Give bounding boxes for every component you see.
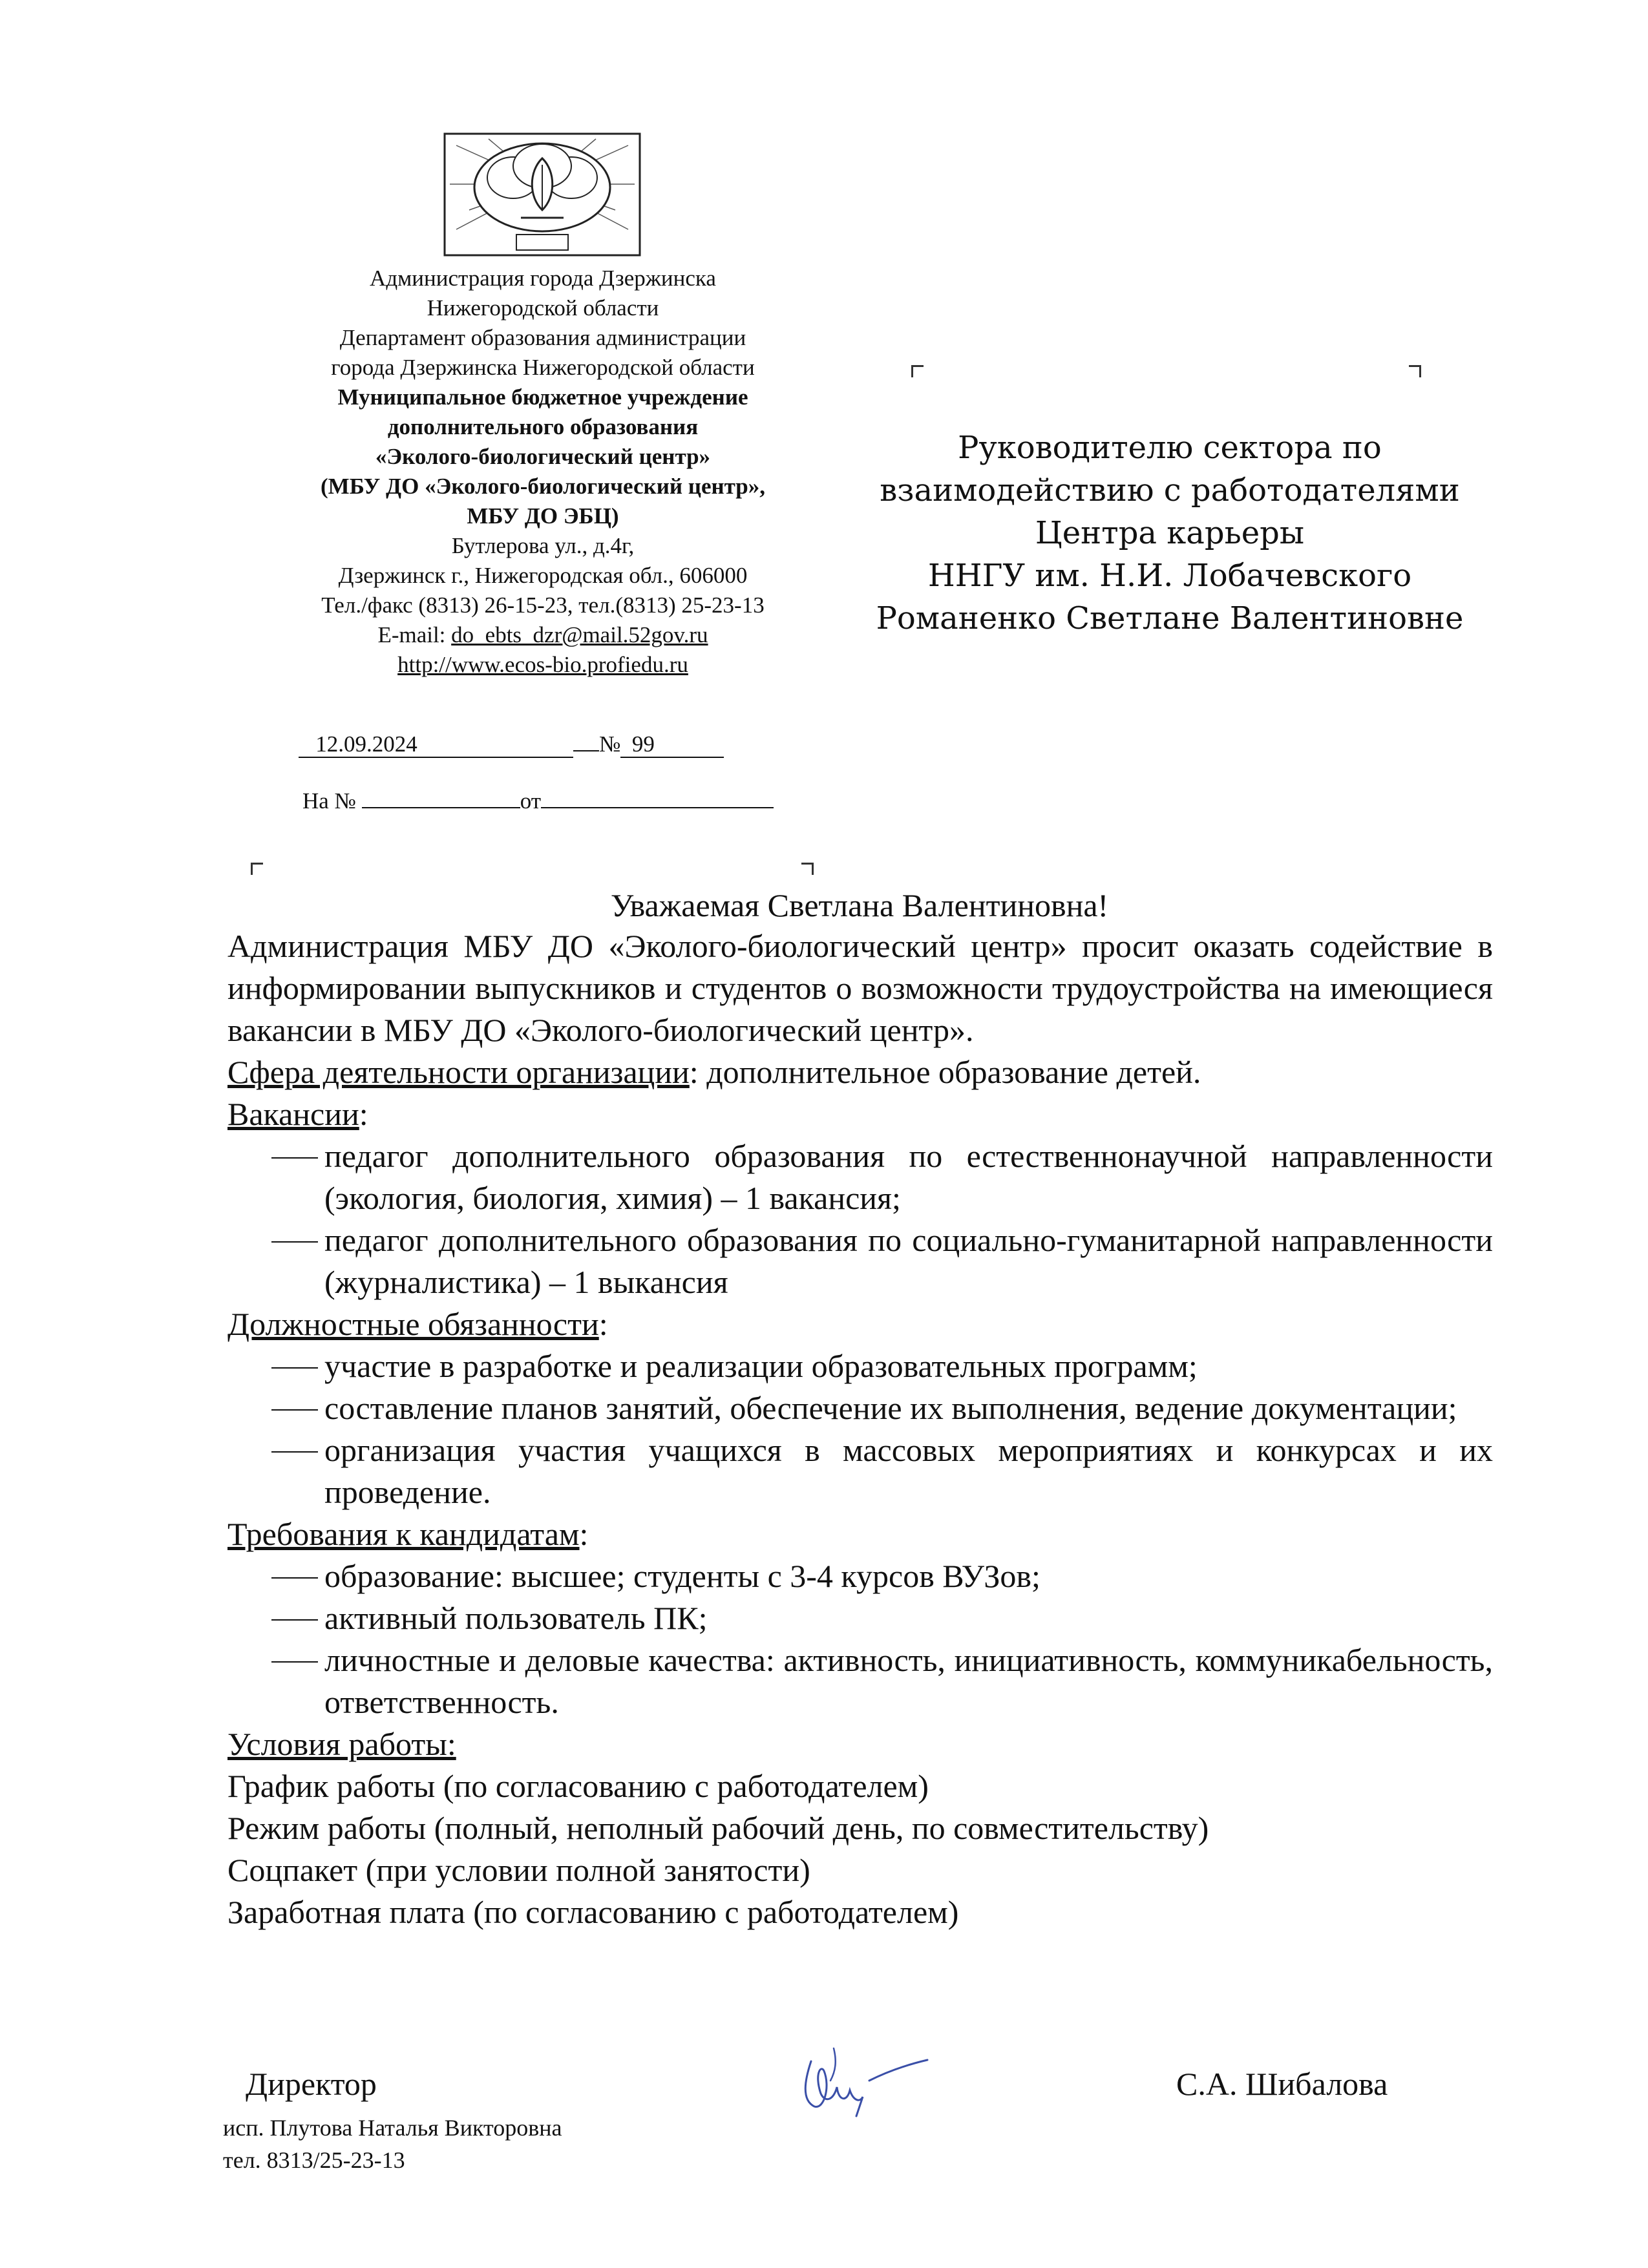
executor-name: исп. Плутова Наталья Викторовна bbox=[223, 2115, 562, 2141]
corner-mark bbox=[1409, 365, 1421, 377]
admin-line-4: города Дзержинска Нижегородской области bbox=[331, 355, 755, 380]
list-item: составление планов занятий, обеспечение их выполнения, ведение документации; bbox=[324, 1387, 1493, 1429]
director-title: Директор bbox=[246, 2066, 377, 2102]
list-item: образование: высшее; студенты с 3-4 курсов ВУЗов; bbox=[324, 1555, 1493, 1597]
corner-mark bbox=[801, 863, 814, 875]
addressee-line: ННГУ им. Н.И. Лобачевского bbox=[927, 558, 1412, 594]
requirements-heading: Требования к кандидатам: bbox=[227, 1516, 589, 1552]
condition-line: Соцпакет (при условии полной занятости) bbox=[227, 1852, 810, 1888]
org-line-1: Муниципальное бюджетное учреждение bbox=[337, 384, 748, 410]
list-item: организация участия учащихся в массовых мероприятиях и конкурсах и их проведение. bbox=[324, 1429, 1493, 1513]
phones: Тел./факс (8313) 26-15-23, тел.(8313) 25-23-13 bbox=[321, 593, 765, 618]
letterhead bbox=[220, 264, 866, 680]
admin-line-2: Нижегородской области bbox=[427, 295, 659, 320]
list-item: педагог дополнительного образования по естественнонаучной направленности (экология, биология, химия) – 1 вакансия; bbox=[324, 1135, 1493, 1219]
admin-line-1: Администрация города Дзержинска bbox=[370, 266, 716, 291]
director-name: С.А. Шибалова bbox=[1176, 2066, 1388, 2102]
addressee-line: взаимодействию с работодателями bbox=[880, 472, 1460, 509]
addressee-line: Руководителю сектора по bbox=[958, 430, 1382, 466]
ref-date-field bbox=[541, 807, 774, 808]
vacancies-heading: Вакансии: bbox=[227, 1096, 368, 1132]
incoming-reference-line bbox=[302, 787, 774, 815]
sphere-value: : дополнительное образование детей. bbox=[689, 1054, 1201, 1090]
org-line-2: дополнительного образования bbox=[387, 414, 699, 439]
list-item: участие в разработке и реализации образовательных программ; bbox=[324, 1345, 1493, 1387]
executor-block bbox=[223, 2112, 562, 2176]
outgoing-number-field bbox=[620, 732, 724, 758]
email-link[interactable]: do_ebts_dzr@mail.52gov.ru bbox=[451, 622, 708, 647]
number-label: № bbox=[599, 731, 621, 757]
addressee-line: Романенко Светлане Валентиновне bbox=[876, 600, 1464, 636]
conditions-heading: Условия работы: bbox=[227, 1726, 456, 1762]
sphere-label: Сфера деятельности организации bbox=[227, 1054, 690, 1090]
organization-logo bbox=[443, 132, 641, 257]
email-label: E-mail: bbox=[377, 622, 452, 647]
duties-heading: Должностные обязанности: bbox=[227, 1306, 608, 1342]
spacer bbox=[573, 750, 599, 751]
outgoing-date-field bbox=[299, 732, 573, 758]
intro-paragraph: Администрация МБУ ДО «Эколого-биологический центр» просит оказать содействие в информировании выпускников и студентов о возможности трудоустройства на имеющиеся вакансии в МБУ ДО «Эколого-биологический центр». bbox=[227, 928, 1493, 1048]
corner-mark bbox=[911, 365, 924, 377]
outgoing-number: 99 bbox=[631, 731, 655, 757]
address-city: Дзержинск г., Нижегородская обл., 606000 bbox=[338, 563, 748, 588]
email-line bbox=[220, 620, 866, 650]
ref-number-field bbox=[362, 807, 520, 808]
admin-line-3: Департамент образования администрации bbox=[339, 325, 746, 350]
condition-line: Режим работы (полный, неполный рабочий день, по совместительству) bbox=[227, 1810, 1209, 1846]
registration-number-line bbox=[299, 730, 724, 759]
letter-body bbox=[227, 925, 1493, 1933]
executor-phone: тел. 8313/25-23-13 bbox=[223, 2147, 405, 2173]
condition-line: График работы (по согласованию с работодателем) bbox=[227, 1768, 929, 1804]
condition-line: Заработная плата (по согласованию с работодателем) bbox=[227, 1894, 959, 1930]
corner-mark bbox=[251, 863, 263, 875]
ref-label: На № bbox=[302, 788, 356, 814]
addressee-line: Центра карьеры bbox=[1035, 515, 1305, 551]
handwritten-signature bbox=[785, 2035, 934, 2119]
list-item: активный пользователь ПК; bbox=[324, 1597, 1493, 1639]
list-item: личностные и деловые качества: активность, инициативность, коммуникабельность, ответственность. bbox=[324, 1639, 1493, 1723]
org-line-3: «Эколого-биологический центр» bbox=[375, 444, 711, 469]
list-item: педагог дополнительного образования по социально-гуманитарной направленности (журналистика) – 1 выкансия bbox=[324, 1219, 1493, 1303]
duties-list bbox=[227, 1345, 1493, 1513]
org-line-5: МБУ ДО ЭБЦ) bbox=[467, 503, 619, 529]
website-link[interactable]: http://www.ecos-bio.profiedu.ru bbox=[397, 652, 688, 677]
outgoing-date: 12.09.2024 bbox=[315, 731, 417, 757]
address-street: Бутлерова ул., д.4г, bbox=[451, 533, 635, 558]
requirements-list bbox=[227, 1555, 1493, 1723]
org-line-4: (МБУ ДО «Эколого-биологический центр», bbox=[321, 474, 765, 499]
addressee-block bbox=[860, 426, 1480, 640]
salutation: Уважаемая Светлана Валентиновна! bbox=[610, 887, 1109, 923]
from-label: от bbox=[520, 788, 542, 814]
sphere-line bbox=[227, 1051, 1493, 1093]
vacancies-list bbox=[227, 1135, 1493, 1303]
